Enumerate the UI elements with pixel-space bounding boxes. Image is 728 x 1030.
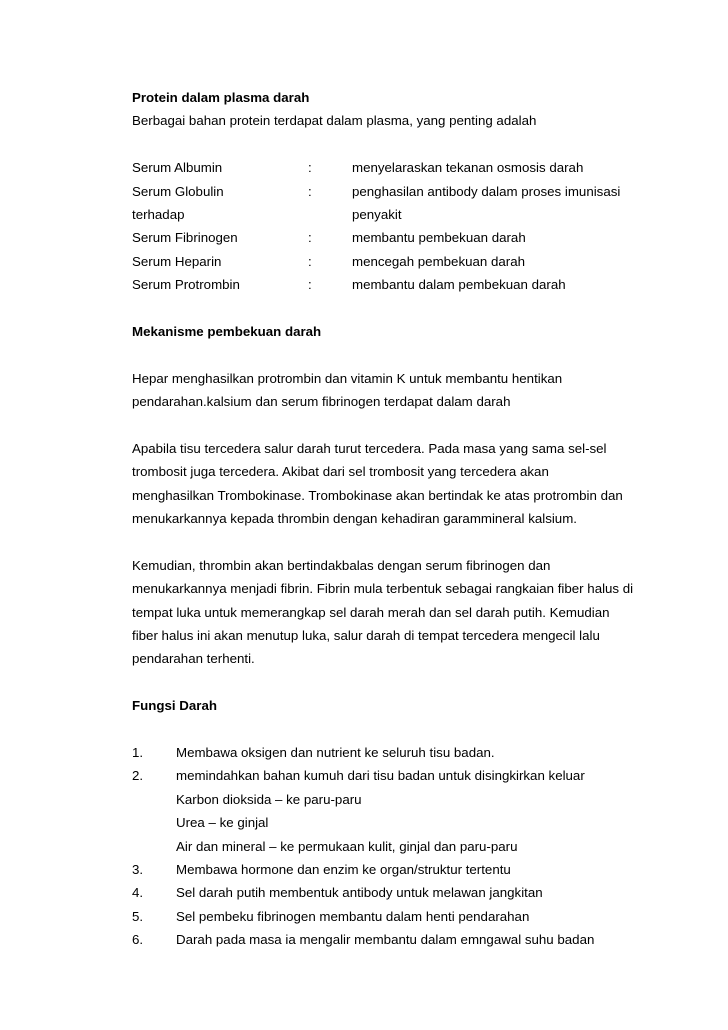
protein-intro: Berbagai bahan protein terdapat dalam plasma, yang penting adalah (132, 113, 537, 129)
protein-name: Serum Heparin (132, 253, 222, 269)
list-number: 1. (132, 744, 144, 760)
spacer (132, 413, 662, 436)
list-item (132, 858, 662, 881)
section-heading-protein: Protein dalam plasma darah (132, 90, 310, 105)
protein-separator: : (308, 253, 312, 269)
spacer (132, 297, 662, 320)
list-text: Membawa hormone dan enzim ke organ/struktur tertentu (176, 861, 511, 877)
paragraph-line: pendarahan terhenti. (132, 651, 255, 667)
protein-row (132, 250, 662, 273)
list-number: 3. (132, 861, 144, 877)
paragraph-line: pendarahan.kalsium dan serum fibrinogen terdapat dalam darah (132, 394, 511, 410)
spacer (132, 718, 662, 741)
list-item (132, 764, 662, 787)
protein-name: Serum Globulin (132, 183, 224, 199)
list-text: Darah pada masa ia mengalir membantu dalam emngawal suhu badan (176, 932, 595, 948)
spacer (132, 671, 662, 694)
list-item (132, 741, 662, 764)
protein-name: Serum Albumin (132, 160, 223, 176)
section-heading-fungsi: Fungsi Darah (132, 698, 217, 714)
paragraph-line: Apabila tisu tercedera salur darah turut tercedera. Pada masa yang sama sel-sel (132, 440, 607, 456)
list-item (132, 928, 662, 951)
protein-separator: : (308, 160, 312, 176)
list-number: 2. (132, 768, 144, 784)
protein-separator: : (308, 230, 312, 246)
list-item (132, 811, 662, 834)
paragraph-line: menukarkannya kepada thrombin dengan kehadiran garammineral kalsium. (132, 511, 577, 527)
paragraph-thrombin (132, 554, 662, 671)
paragraph-line: menghasilkan Trombokinase. Trombokinase akan bertindak ke atas protrombin dan (132, 487, 623, 503)
paragraph-line: fiber halus ini akan menutup luka, salur darah di tempat tercedera mengecil lalu (132, 627, 600, 643)
protein-table (132, 156, 662, 296)
protein-row (132, 226, 662, 249)
paragraph-hepar (132, 367, 662, 414)
protein-row (132, 273, 662, 296)
list-number: 4. (132, 885, 144, 901)
protein-description: membantu dalam pembekuan darah (352, 277, 566, 293)
protein-name: Serum Protrombin (132, 277, 240, 293)
protein-row (132, 156, 662, 179)
paragraph-line: trombosit juga tercedera. Akibat dari sel trombosit yang tercedera akan (132, 464, 549, 480)
list-item (132, 905, 662, 928)
protein-description: penyakit (352, 206, 402, 222)
protein-row (132, 203, 662, 226)
list-item (132, 835, 662, 858)
protein-description: menyelaraskan tekanan osmosis darah (352, 160, 584, 176)
spacer (132, 133, 662, 156)
list-text: Sel darah putih membentuk antibody untuk melawan jangkitan (176, 885, 543, 901)
list-item (132, 881, 662, 904)
fungsi-list (132, 741, 662, 952)
section-heading-mekanisme: Mekanisme pembekuan darah (132, 323, 322, 339)
spacer (132, 530, 662, 553)
paragraph-tisu (132, 437, 662, 531)
list-text: memindahkan bahan kumuh dari tisu badan untuk disingkirkan keluar (176, 768, 585, 784)
list-item (132, 788, 662, 811)
list-text: Karbon dioksida – ke paru-paru (176, 791, 362, 807)
protein-name: terhadap (132, 206, 185, 222)
paragraph-line: Hepar menghasilkan protrombin dan vitamin K untuk membantu hentikan (132, 370, 563, 386)
protein-description: penghasilan antibody dalam proses imunisasi (352, 183, 621, 199)
list-text: Urea – ke ginjal (176, 815, 269, 831)
paragraph-line: Kemudian, thrombin akan bertindakbalas dengan serum fibrinogen dan (132, 557, 551, 573)
spacer (132, 343, 662, 366)
list-text: Sel pembeku fibrinogen membantu dalam henti pendarahan (176, 908, 530, 924)
paragraph-line: menukarkannya menjadi fibrin. Fibrin mula terbentuk sebagai rangkaian fiber halus di (132, 581, 634, 597)
list-number: 5. (132, 908, 144, 924)
list-text: Membawa oksigen dan nutrient ke seluruh tisu badan. (176, 744, 495, 760)
protein-row (132, 180, 662, 203)
protein-separator: : (308, 183, 312, 199)
list-number: 6. (132, 932, 144, 948)
protein-description: membantu pembekuan darah (352, 230, 526, 246)
paragraph-line: tempat luka untuk memerangkap sel darah merah dan sel darah putih. Kemudian (132, 604, 610, 620)
document-page (132, 86, 662, 951)
protein-description: mencegah pembekuan darah (352, 253, 525, 269)
protein-name: Serum Fibrinogen (132, 230, 238, 246)
list-text: Air dan mineral – ke permukaan kulit, ginjal dan paru-paru (176, 838, 518, 854)
protein-separator: : (308, 277, 312, 293)
